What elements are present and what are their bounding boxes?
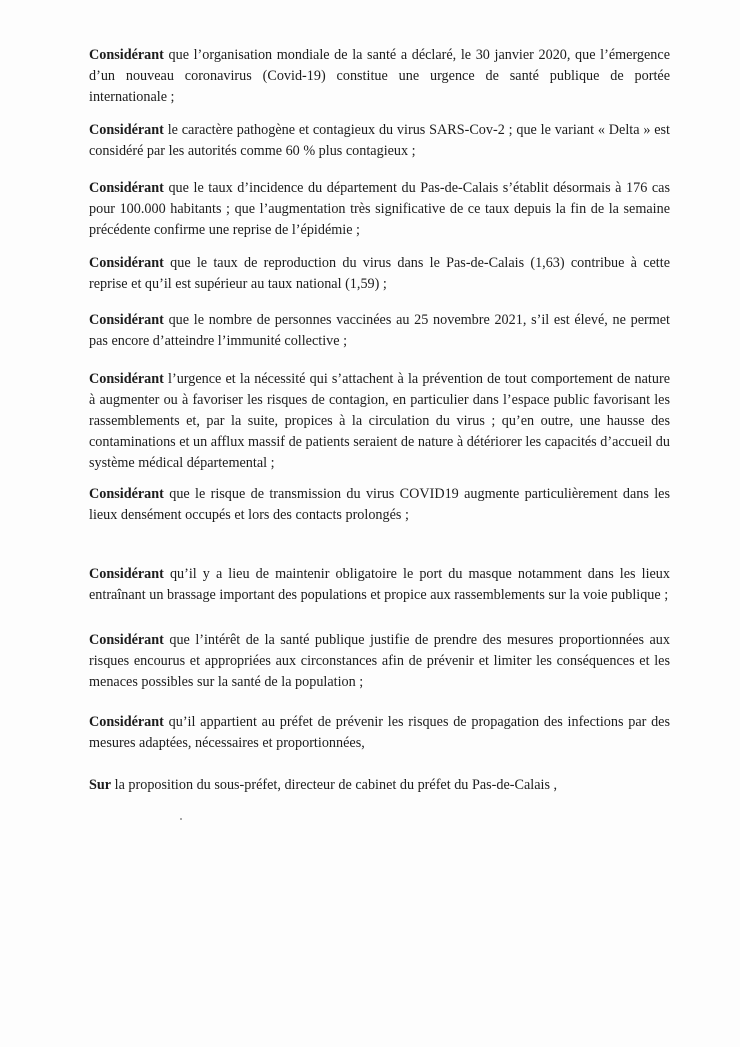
paragraph-variant-delta bbox=[89, 120, 670, 162]
paragraph-lead: Considérant bbox=[89, 714, 164, 730]
paragraph-lead: Considérant bbox=[89, 255, 164, 271]
paragraph-body: le caractère pathogène et contagieux du virus SARS-Cov-2 ; que le variant « Delta » est considéré par les autorités comme 60 % plus contagieux ; bbox=[89, 122, 670, 159]
paragraph-vaccination bbox=[89, 310, 670, 352]
paragraph-proposition-sous-prefet bbox=[89, 775, 670, 796]
scan-speck bbox=[180, 818, 182, 820]
paragraph-risque-transmission bbox=[89, 484, 670, 526]
paragraph-port-masque bbox=[89, 564, 670, 606]
paragraph-interet-sante bbox=[89, 630, 670, 693]
paragraph-body: que le risque de transmission du virus COVID19 augmente particulièrement dans les lieux densément occupés et lors des contacts prolongés ; bbox=[89, 486, 670, 523]
paragraph-body: qu’il appartient au préfet de prévenir les risques de propagation des infections par des mesures adaptées, nécessaires et proportionnées, bbox=[89, 714, 670, 751]
paragraph-body: que le taux de reproduction du virus dans le Pas-de-Calais (1,63) contribue à cette reprise et qu’il est supérieur au taux national (1,59) ; bbox=[89, 255, 670, 292]
paragraph-body: que le taux d’incidence du département du Pas-de-Calais s’établit désormais à 176 cas pour 100.000 habitants ; que l’augmentation très significative de ce taux depuis la fin de la semaine précédente confirme une reprise de l’épidémie ; bbox=[89, 180, 670, 238]
paragraph-lead: Considérant bbox=[89, 371, 164, 387]
paragraph-body: que l’organisation mondiale de la santé a déclaré, le 30 janvier 2020, que l’émergence d’un nouveau coronavirus (Covid-19) constitue une urgence de santé publique de portée internationale ; bbox=[89, 47, 670, 105]
paragraph-taux-incidence bbox=[89, 178, 670, 241]
paragraph-body: qu’il y a lieu de maintenir obligatoire le port du masque notamment dans les lieux entraînant un brassage important des populations et propice aux rassemblements sur la voie publique ; bbox=[89, 566, 670, 603]
paragraph-lead: Considérant bbox=[89, 312, 164, 328]
paragraph-lead: Considérant bbox=[89, 180, 164, 196]
paragraph-taux-reproduction bbox=[89, 253, 670, 295]
paragraph-lead: Considérant bbox=[89, 47, 164, 63]
paragraph-prefet-risques bbox=[89, 712, 670, 754]
paragraph-lead: Considérant bbox=[89, 122, 164, 138]
paragraph-body: la proposition du sous-préfet, directeur de cabinet du préfet du Pas-de-Calais , bbox=[111, 777, 558, 793]
paragraph-body: que le nombre de personnes vaccinées au 25 novembre 2021, s’il est élevé, ne permet pas encore d’atteindre l’immunité collective ; bbox=[89, 312, 670, 349]
paragraph-lead: Considérant bbox=[89, 566, 164, 582]
paragraph-urgence-prevention bbox=[89, 369, 670, 474]
paragraph-lead: Sur bbox=[89, 777, 112, 793]
paragraph-lead: Considérant bbox=[89, 486, 164, 502]
paragraph-body: l’urgence et la nécessité qui s’attachent à la prévention de tout comportement de nature à augmenter ou à favoriser les risques de contagion, en particulier dans l’espace public favorisant les rassemblements et, par la suite, propices à la circulation du virus ; qu’en outre, une hausse des contaminations et un afflux massif de patients seraient de nature à détériorer les capacités d’accueil du système médical départemental ; bbox=[89, 371, 670, 471]
paragraph-lead: Considérant bbox=[89, 632, 164, 648]
paragraph-oms-declaration bbox=[89, 45, 670, 108]
paragraph-body: que l’intérêt de la santé publique justifie de prendre des mesures proportionnées aux risques encourus et appropriées aux circonstances afin de prévenir et limiter les conséquences et les menaces possibles sur la santé de la population ; bbox=[89, 632, 670, 690]
